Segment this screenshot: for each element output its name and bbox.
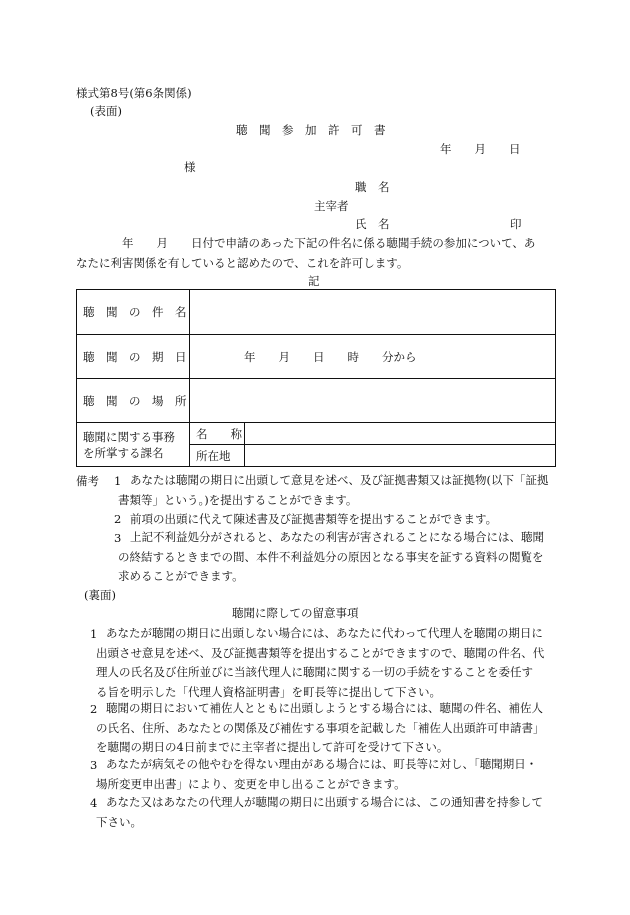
item-4-number: 4 [90,796,98,810]
seal-mark: 印 [510,217,522,231]
section-address-value [245,445,556,467]
hearing-subject-value [190,290,556,335]
intro-line-1: 年 月 日付で申請のあった下記の件名に係る聴聞手続の参加について、あ [122,236,536,250]
hearing-place-value [190,379,556,423]
note-2-number: 2 [114,512,122,526]
ki-label: 記 [308,274,320,288]
table-row [77,335,556,379]
item-1-number: 1 [90,627,98,641]
item-4: あなた又はあなたの代理人が聴聞の期日に出頭する場合には、この通知書を持参して 下さい。 [96,795,543,829]
item-2-number: 2 [90,702,98,716]
office-section-label: 聴聞に関する事務 を所掌する課名 [77,423,190,467]
form-number: 様式第8号(第6条関係) [76,86,192,100]
note-1: あなたは聴聞の期日に出頭して意見を述べ、及び証拠書類又は証拠物(以下「証拠 書類等」という。)を提出することができます。 [118,473,549,507]
hearing-subject-label: 聴 聞 の 件 名 [77,290,190,335]
hearing-date-value: 年 月 日 時 分から [190,335,556,379]
addressee-sama: 様 [184,160,196,174]
note-1-number: 1 [114,474,122,488]
notes-heading: 備考 [76,474,99,488]
hearing-place-label: 聴 聞 の 場 所 [77,379,190,423]
official-title-label: 職 名 [355,180,390,194]
front-side-label: (表面) [90,104,122,118]
document-title: 聴 聞 参 加 許 可 書 [236,123,386,137]
item-2: 聴聞の期日において補佐人とともに出頭しようとする場合には、聴聞の件名、補佐人 の氏名、住所、あなたとの関係及び補佐する事項を記載した「補佐人出頭許可申請書」 を聴聞の期日の4日前までに主宰者に提出して許可を受けて下さい。 [96,701,545,754]
back-title: 聴聞に際しての留意事項 [232,606,359,620]
intro-line-2: なたに利害関係を有していると認めたので、これを許可します。 [76,256,409,270]
note-3: 上記不利益処分がされると、あなたの利害が害されることになる場合には、聴聞 の終結するときまでの間、本件不利益処分の原因となる事実を証する資料の閲覧を 求めることができます。 [118,530,544,583]
item-3-number: 3 [90,758,98,772]
table-row [77,379,556,423]
issue-date-line: 年 月 日 [440,142,521,156]
presiding-officer-label: 主宰者 [314,199,349,213]
section-name-label: 名 称 [190,423,245,445]
item-1: あなたが聴聞の期日に出頭しない場合には、あなたに代わって代理人を聴聞の期日に 出頭させ意見を述べ、及び証拠書類等を提出することができますので、聴聞の件名、代 理人の氏名及び住所並びに当該代理人に聴聞に関する一切の手続をすることを委任す る旨を明示した「代理人資格証明書」を町長等に提出して下さい。 [96,626,545,699]
hearing-details-table [76,289,556,467]
section-name-value [245,423,556,445]
item-3: あなたが病気その他やむを得ない理由がある場合には、町長等に対し、「聴聞期日・ 場所変更申出書」により、変更を申し出ることができます。 [96,757,538,791]
name-label: 氏 名 [355,217,390,231]
hearing-date-label: 聴 聞 の 期 日 [77,335,190,379]
note-3-number: 3 [114,531,122,545]
back-side-label: (裏面) [84,588,116,602]
note-2: 前項の出頭に代えて陳述書及び証拠書類等を提出することができます。 [130,512,498,526]
table-row [77,290,556,335]
table-row [77,423,556,445]
section-address-label: 所在地 [190,445,245,467]
